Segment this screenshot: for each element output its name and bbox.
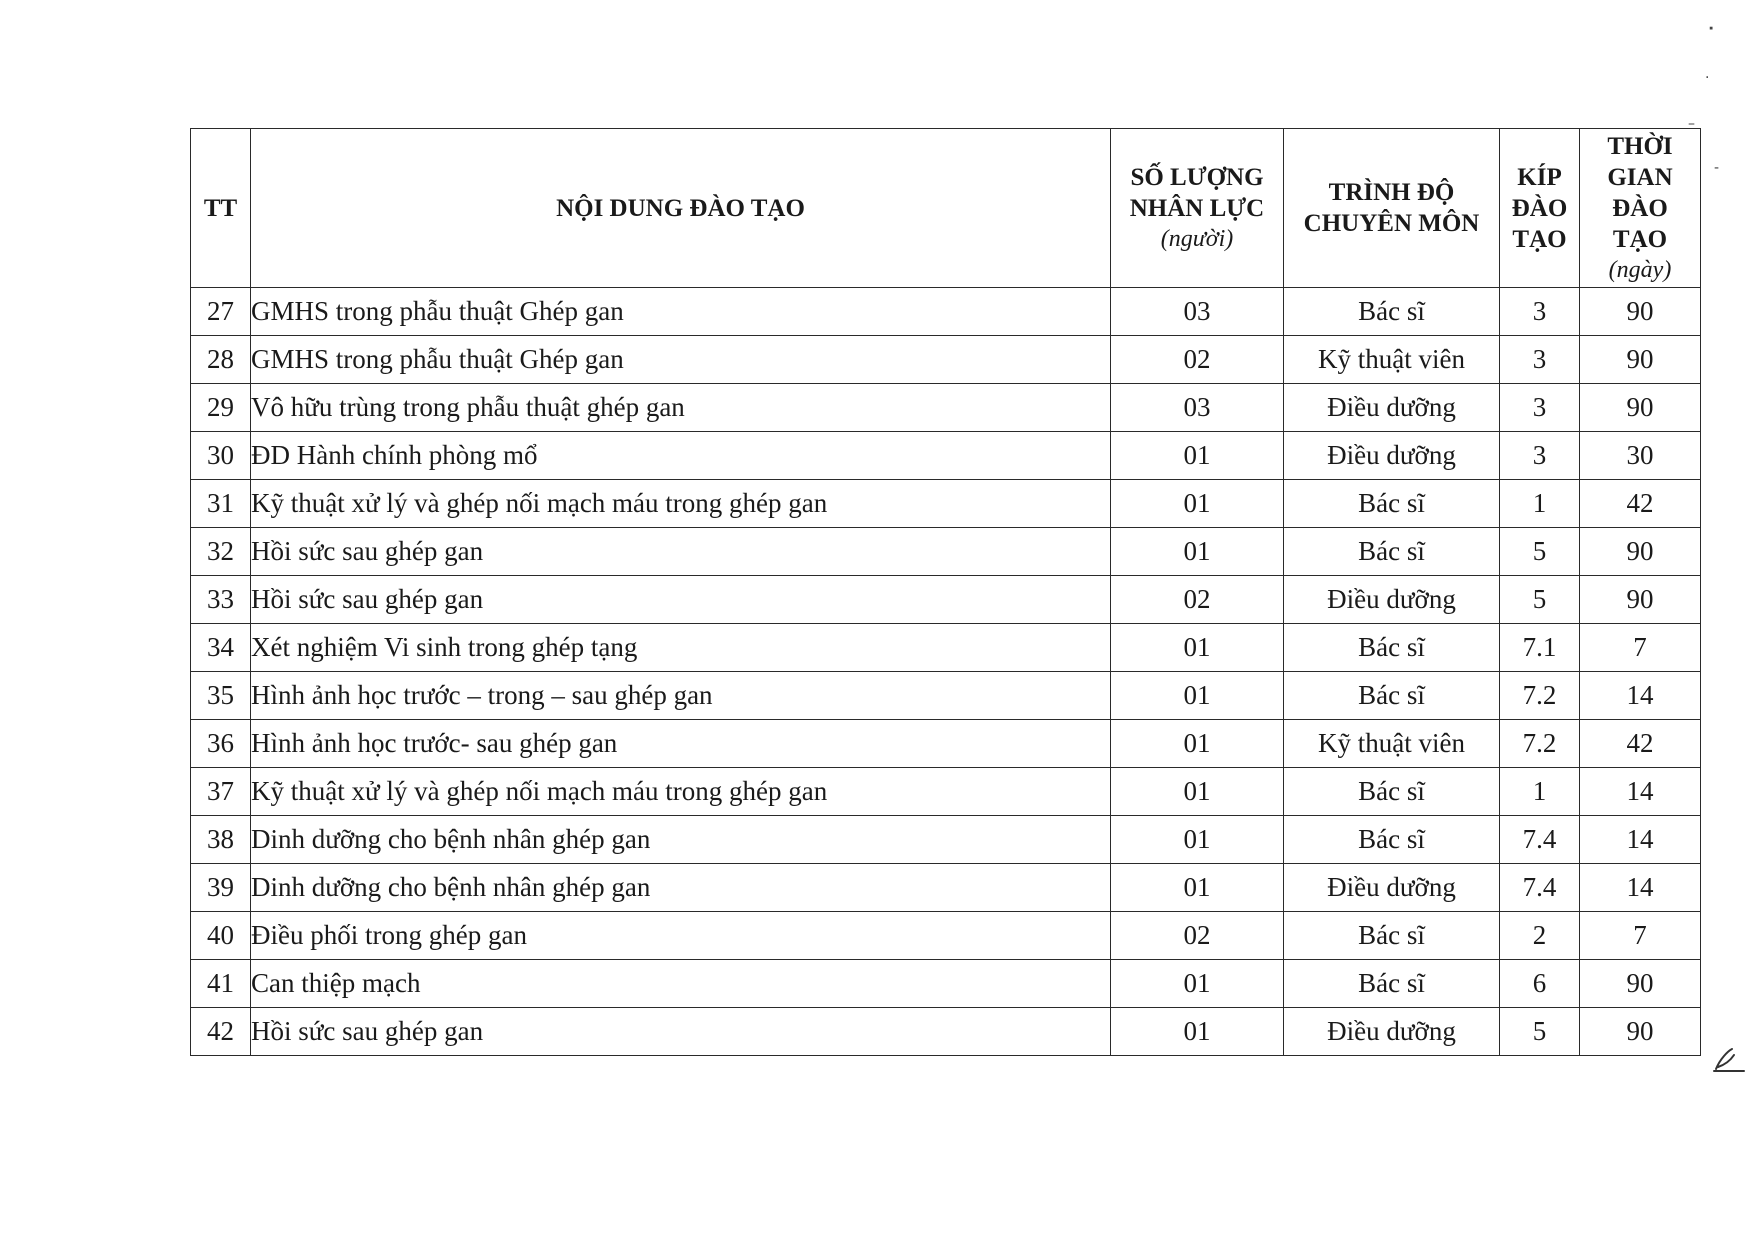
header-content: NỘI DUNG ĐÀO TẠO: [251, 129, 1111, 288]
table-row: [191, 720, 1701, 768]
table-row: [191, 384, 1701, 432]
header-kip-line3: TẠO: [1512, 225, 1567, 253]
header-time-line2: GIAN: [1607, 163, 1673, 191]
cell-kip: 7.2: [1500, 720, 1580, 768]
cell-level: Bác sĩ: [1284, 768, 1500, 816]
cell-tt: 30: [191, 432, 251, 480]
margin-tick: ·: [1705, 70, 1710, 86]
cell-time: 90: [1580, 528, 1701, 576]
cell-content: Hồi sức sau ghép gan: [251, 576, 1111, 624]
cell-time: 90: [1580, 384, 1701, 432]
cell-time: 14: [1580, 672, 1701, 720]
margin-mark: ᐧ: [1707, 12, 1715, 45]
cell-quantity: 01: [1111, 816, 1284, 864]
cell-tt: 33: [191, 576, 251, 624]
cell-tt: 31: [191, 480, 251, 528]
header-tt: TT: [191, 129, 251, 288]
cell-quantity: 01: [1111, 768, 1284, 816]
cell-content: Điều phối trong ghép gan: [251, 912, 1111, 960]
cell-level: Kỹ thuật viên: [1284, 720, 1500, 768]
cell-kip: 3: [1500, 432, 1580, 480]
cell-kip: 7.2: [1500, 672, 1580, 720]
header-kip: [1500, 129, 1580, 288]
cell-quantity: 02: [1111, 912, 1284, 960]
header-level: [1284, 129, 1500, 288]
header-quantity-unit: (người): [1160, 225, 1234, 252]
cell-level: Bác sĩ: [1284, 816, 1500, 864]
table-row: [191, 816, 1701, 864]
table-row: [191, 336, 1701, 384]
cell-tt: 38: [191, 816, 251, 864]
table-row: [191, 288, 1701, 336]
cell-level: Điều dưỡng: [1284, 576, 1500, 624]
table-row: [191, 672, 1701, 720]
cell-kip: 6: [1500, 960, 1580, 1008]
cell-quantity: 03: [1111, 288, 1284, 336]
cell-content: Kỹ thuật xử lý và ghép nối mạch máu trong ghép gan: [251, 480, 1111, 528]
cell-kip: 2: [1500, 912, 1580, 960]
header-time: [1580, 129, 1701, 288]
table-body: [191, 288, 1701, 1056]
table-row: [191, 960, 1701, 1008]
cell-level: Kỹ thuật viên: [1284, 336, 1500, 384]
header-time-line1: THỜI: [1607, 132, 1673, 160]
cell-quantity: 01: [1111, 1008, 1284, 1056]
margin-tick: –: [1688, 116, 1695, 132]
cell-time: 90: [1580, 288, 1701, 336]
cell-time: 90: [1580, 576, 1701, 624]
cell-content: ĐD Hành chính phòng mổ: [251, 432, 1111, 480]
cell-level: Bác sĩ: [1284, 672, 1500, 720]
cell-quantity: 02: [1111, 336, 1284, 384]
cell-kip: 3: [1500, 288, 1580, 336]
cell-tt: 34: [191, 624, 251, 672]
cell-time: 42: [1580, 480, 1701, 528]
header-quantity-line2: NHÂN LỰC: [1129, 194, 1265, 222]
cell-kip: 7.4: [1500, 864, 1580, 912]
cell-quantity: 02: [1111, 576, 1284, 624]
cell-content: GMHS trong phẫu thuật Ghép gan: [251, 288, 1111, 336]
table-row: [191, 576, 1701, 624]
cell-kip: 3: [1500, 384, 1580, 432]
cell-tt: 32: [191, 528, 251, 576]
cell-content: Can thiệp mạch: [251, 960, 1111, 1008]
cell-time: 90: [1580, 960, 1701, 1008]
cell-content: Hồi sức sau ghép gan: [251, 528, 1111, 576]
cell-quantity: 01: [1111, 432, 1284, 480]
table-row: [191, 864, 1701, 912]
cell-kip: 7.4: [1500, 816, 1580, 864]
table-row: [191, 624, 1701, 672]
handwritten-initials: [1708, 1045, 1746, 1073]
cell-quantity: 01: [1111, 672, 1284, 720]
cell-time: 30: [1580, 432, 1701, 480]
cell-kip: 7.1: [1500, 624, 1580, 672]
header-level-line2: CHUYÊN MÔN: [1303, 210, 1480, 237]
header-time-line3: ĐÀO: [1612, 194, 1668, 222]
header-quantity: [1111, 129, 1284, 288]
cell-time: 90: [1580, 336, 1701, 384]
cell-kip: 5: [1500, 528, 1580, 576]
cell-tt: 35: [191, 672, 251, 720]
cell-tt: 27: [191, 288, 251, 336]
cell-kip: 3: [1500, 336, 1580, 384]
cell-level: Bác sĩ: [1284, 288, 1500, 336]
cell-content: Hồi sức sau ghép gan: [251, 1008, 1111, 1056]
cell-level: Bác sĩ: [1284, 624, 1500, 672]
table-header-row: [191, 129, 1701, 288]
cell-kip: 5: [1500, 576, 1580, 624]
cell-level: Bác sĩ: [1284, 960, 1500, 1008]
cell-content: Xét nghiệm Vi sinh trong ghép tạng: [251, 624, 1111, 672]
table-row: [191, 768, 1701, 816]
cell-tt: 39: [191, 864, 251, 912]
header-kip-line1: KÍP: [1517, 163, 1562, 191]
cell-quantity: 01: [1111, 480, 1284, 528]
cell-quantity: 01: [1111, 624, 1284, 672]
cell-content: Dinh dưỡng cho bệnh nhân ghép gan: [251, 864, 1111, 912]
cell-tt: 37: [191, 768, 251, 816]
cell-quantity: 01: [1111, 528, 1284, 576]
cell-time: 7: [1580, 624, 1701, 672]
cell-tt: 42: [191, 1008, 251, 1056]
header-time-line4: TẠO: [1612, 225, 1668, 253]
cell-level: Điều dưỡng: [1284, 864, 1500, 912]
table-row: [191, 480, 1701, 528]
cell-tt: 29: [191, 384, 251, 432]
training-table: [190, 128, 1701, 1056]
cell-quantity: 01: [1111, 960, 1284, 1008]
cell-kip: 5: [1500, 1008, 1580, 1056]
table-row: [191, 432, 1701, 480]
header-quantity-line1: SỐ LƯỢNG: [1130, 163, 1264, 191]
cell-time: 7: [1580, 912, 1701, 960]
header-time-unit: (ngày): [1608, 256, 1672, 283]
cell-tt: 28: [191, 336, 251, 384]
cell-quantity: 01: [1111, 864, 1284, 912]
cell-content: Dinh dưỡng cho bệnh nhân ghép gan: [251, 816, 1111, 864]
cell-quantity: 03: [1111, 384, 1284, 432]
cell-tt: 41: [191, 960, 251, 1008]
cell-level: Bác sĩ: [1284, 912, 1500, 960]
cell-time: 14: [1580, 864, 1701, 912]
table-row: [191, 528, 1701, 576]
cell-content: Hình ảnh học trước – trong – sau ghép gan: [251, 672, 1111, 720]
cell-content: Hình ảnh học trước- sau ghép gan: [251, 720, 1111, 768]
cell-tt: 36: [191, 720, 251, 768]
cell-level: Bác sĩ: [1284, 480, 1500, 528]
cell-level: Bác sĩ: [1284, 528, 1500, 576]
cell-kip: 1: [1500, 768, 1580, 816]
cell-content: GMHS trong phẫu thuật Ghép gan: [251, 336, 1111, 384]
cell-tt: 40: [191, 912, 251, 960]
cell-level: Điều dưỡng: [1284, 432, 1500, 480]
table-row: [191, 1008, 1701, 1056]
margin-tick: -: [1714, 160, 1720, 176]
header-kip-line2: ĐÀO: [1511, 194, 1568, 222]
cell-time: 14: [1580, 768, 1701, 816]
header-level-line1: TRÌNH ĐỘ: [1328, 179, 1455, 206]
cell-content: Vô hữu trùng trong phẫu thuật ghép gan: [251, 384, 1111, 432]
cell-quantity: 01: [1111, 720, 1284, 768]
table-row: [191, 912, 1701, 960]
cell-time: 90: [1580, 1008, 1701, 1056]
cell-time: 42: [1580, 720, 1701, 768]
cell-time: 14: [1580, 816, 1701, 864]
cell-kip: 1: [1500, 480, 1580, 528]
cell-content: Kỹ thuật xử lý và ghép nối mạch máu trong ghép gan: [251, 768, 1111, 816]
cell-level: Điều dưỡng: [1284, 384, 1500, 432]
cell-level: Điều dưỡng: [1284, 1008, 1500, 1056]
